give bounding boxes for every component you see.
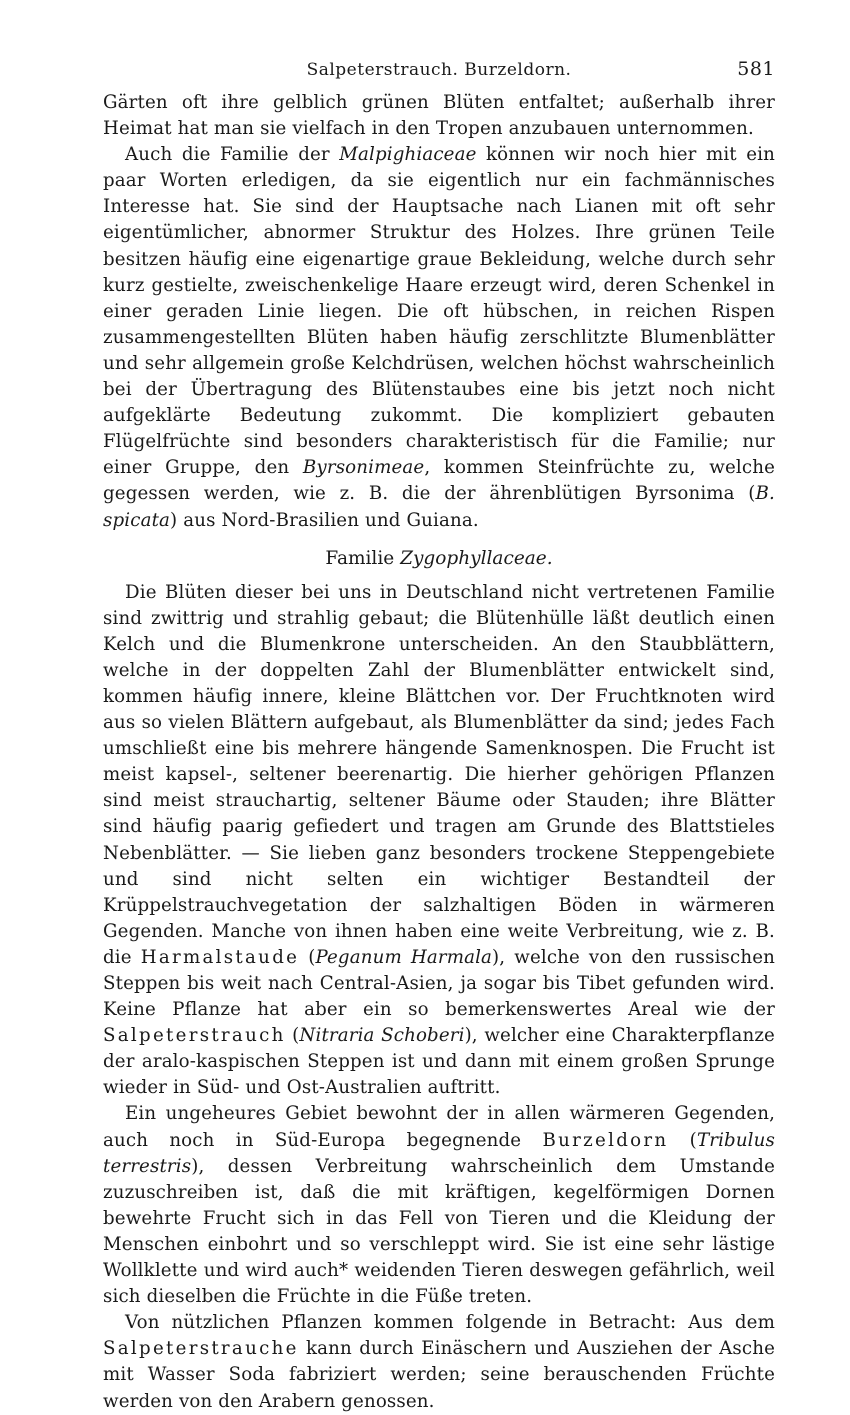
paragraph-zygophyllaceae: Die Blüten dieser bei uns in Deutschland nicht vertretenen Familie sind zwittrig und strahlig gebaut; die Blütenhülle läßt deutlich einen Kelch und die Blumenkrone unterscheiden. An den Staubblättern, welche in der doppelten Zahl der Blumenblätter entwickelt sind, kommen häufig innere, kleine Blättchen vor. Der Fruchtknoten wird aus so vielen Blättern aufgebaut, als Blumenblätter da sind; jedes Fach umschließt eine bis mehrere hängende Samenknospen. Die Frucht ist meist kapsel-, seltener beerenartig. Die hierher gehörigen Pflanzen sind meist strauchartig, seltener Bäume oder Stauden; ihre Blätter sind häufig paarig gefiedert und tragen am Grunde des Blattstieles Nebenblätter. — Sie lieben ganz besonders trockene Steppengebiete und sind nicht selten ein wichtiger Bestandteil der Krüppelstrauchvegetation der salzhaltigen Böden in wärmeren Gegenden. Manche von ihnen haben eine weite Verbreitung, wie z. B. die Harmalstaude (Peganum Harmala), welche von den russischen Steppen bis weit nach Central-Asien, ja sogar bis Tibet gefunden wird. Keine Pflanze hat aber ein so bemerkenswertes Areal wie der Salpeterstrauch (Nitraria Schoberi), welcher eine Charakterpflanze der aralo-kaspischen Steppen ist und dann mit einem großen Sprunge wieder in Süd- und Ost-Australien auftritt.	[103, 581, 775, 1099]
taxon-name: Malpighiaceae	[339, 144, 477, 166]
section-family-name: Zygophyllaceae.	[400, 547, 553, 569]
taxon-name: Tribulus terrestris	[103, 1129, 775, 1177]
running-title: Salpeterstrauch. Burzeldorn.	[306, 60, 572, 80]
taxon-name: Nitraria Schoberi	[299, 1025, 465, 1047]
running-header	[103, 52, 775, 86]
emphasis-term: Harmalstaude	[140, 946, 300, 968]
emphasis-term: Salpeterstrauch	[103, 1025, 286, 1047]
page-number: 581	[737, 58, 775, 80]
paragraph-uses: Von nützlichen Pflanzen kommen folgende in Betracht: Aus dem Salpeterstrauche kann durch Einäschern und Ausziehen der Asche mit Wasser Soda fabriziert werden; seine berauschenden Früchte werden von den Arabern genossen.	[103, 1312, 775, 1412]
emphasis-term: Burzeldorn	[542, 1129, 669, 1151]
section-heading: Familie Zygophyllaceae.	[325, 547, 553, 569]
taxon-name: Peganum Harmala	[315, 946, 493, 968]
taxon-name: Byrsonimeae	[302, 457, 425, 479]
emphasis-term: Salpeterstrauche	[103, 1338, 299, 1360]
taxon-name: B. spicata	[103, 483, 775, 531]
book-page	[103, 52, 775, 1415]
paragraph-continued: Gärten oft ihre gelblich grünen Blüten entfaltet; außerhalb ihrer Heimat hat man sie vielfach in den Tropen anzubauen unternommen.	[103, 92, 775, 140]
paragraph-burzeldorn: Ein ungeheures Gebiet bewohnt der in allen wärmeren Gegenden, auch noch in Süd-Europa begegnende Burzeldorn (Tribulus terrestris), dessen Verbreitung wahrscheinlich dem Umstande zuzuschreiben ist, daß die mit kräftigen, kegelförmigen Dornen bewehrte Frucht sich in das Fell von Tieren und die Kleidung der Menschen einbohrt und so verschleppt wird. Sie ist eine sehr lästige Wollklette und wird auch* weidenden Tieren deswegen gefährlich, weil sich dieselben die Früchte in die Füße treten.	[103, 1103, 775, 1308]
paragraph-malpighiaceae: Auch die Familie der Malpighiaceae können wir noch hier mit ein paar Worten erledigen, da sie eigentlich nur ein fachmännisches Interesse hat. Sie sind der Hauptsache nach Lianen mit oft sehr eigentümlicher, abnormer Struktur des Holzes. Ihre grünen Teile besitzen häufig eine eigenartige graue Bekleidung, welche durch sehr kurz gestielte, zweischenkelige Haare erzeugt wird, deren Schenkel in einer geraden Linie liegen. Die oft hübschen, in reichen Rispen zusammengestellten Blüten haben häufig zerschlitzte Blumenblätter und sehr allgemein große Kelchdrüsen, welchen höchst wahrscheinlich bei der Übertragung des Blütenstaubes eine bis jetzt noch nicht aufgeklärte Bedeutung zukommt. Die kompliziert gebauten Flügelfrüchte sind besonders charakteristisch für die Familie; nur einer Gruppe, den Byrsonimeae, kommen Steinfrüchte zu, welche gegessen werden, wie z. B. die der ährenblütigen Byrsonima (B. spicata) aus Nord-Brasilien und Guiana.	[103, 144, 775, 531]
